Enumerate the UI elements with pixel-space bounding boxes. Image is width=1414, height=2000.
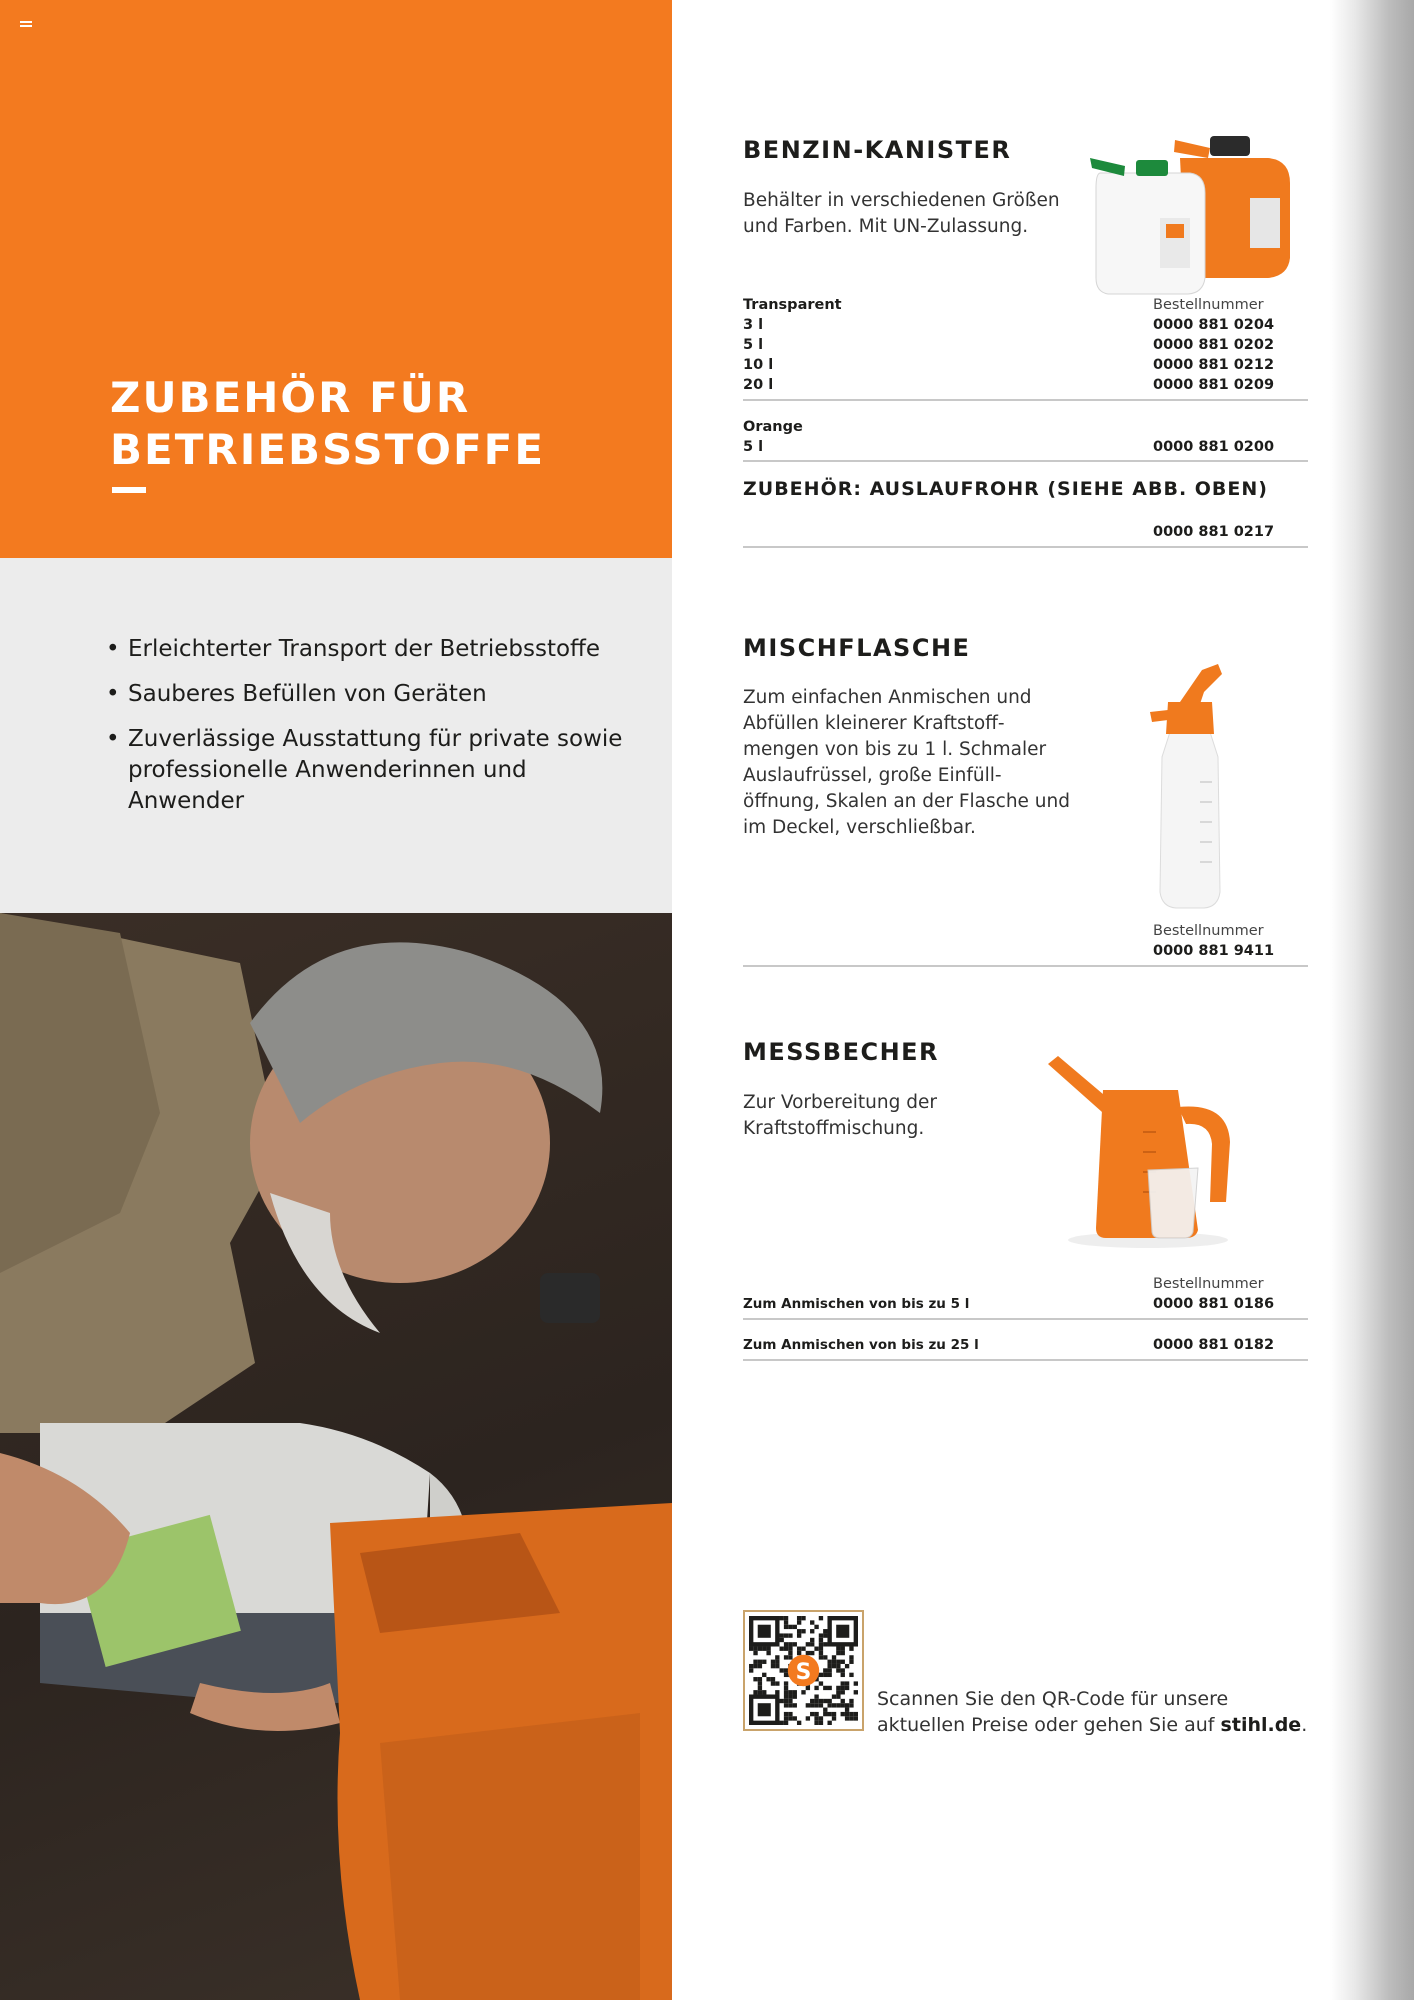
page-title-line-1: ZUBEHÖR FÜR: [110, 373, 471, 422]
group-label-transparent: Transparent: [743, 297, 842, 313]
hamburger-icon[interactable]: [20, 21, 32, 29]
hero-photo: [0, 913, 672, 2000]
order-number: 0000 881 0209: [1153, 377, 1275, 393]
section-title-mischflasche: MISCHFLASCHE: [743, 634, 971, 662]
order-number-header: Bestellnummer: [1153, 1276, 1264, 1292]
benefit-item: • Zuverlässige Ausstattung für private sowie professionelle Anwenderinnen und Anwender: [104, 724, 624, 817]
mischflasche-description-line: mengen von bis zu 1 l. Schmaler: [743, 739, 1047, 760]
benefit-item: • Erleichterter Transport der Betriebsstoffe: [104, 634, 624, 665]
divider: [743, 1359, 1308, 1361]
benefit-item: • Sauberes Befüllen von Geräten: [104, 679, 624, 710]
messbecher-description-line: Kraftstoffmischung.: [743, 1118, 925, 1139]
divider: [743, 965, 1308, 967]
mischflasche-description-line: Auslaufrüssel, große Einfüll-: [743, 765, 1002, 786]
canister-size: 20 l: [743, 377, 774, 393]
canister-size: 5 l: [743, 439, 764, 455]
order-number: 0000 881 0182: [1153, 1337, 1275, 1353]
page-edge-shadow: [1330, 0, 1414, 2000]
group-label-orange: Orange: [743, 419, 803, 435]
page-title-line-2: BETRIEBSSTOFFE: [110, 425, 546, 474]
section-title-benzin-kanister: BENZIN-KANISTER: [743, 136, 1012, 164]
divider: [743, 399, 1308, 401]
stihl-link[interactable]: stihl.de: [1220, 1714, 1302, 1736]
usage-label: Zum Anmischen von bis zu 25 l: [743, 1337, 979, 1353]
measuring-jug-image: [1048, 1052, 1238, 1252]
mixing-bottle-image: [1140, 662, 1240, 912]
section-title-messbecher: MESSBECHER: [743, 1038, 940, 1066]
svg-text:S: S: [795, 1659, 812, 1685]
man-refueling-photo: [0, 913, 672, 2000]
benzin-description-line: und Farben. Mit UN-Zulassung.: [743, 216, 1029, 237]
order-number: 0000 881 0186: [1153, 1296, 1275, 1312]
canister-size: 5 l: [743, 337, 764, 353]
page-title: [110, 372, 650, 476]
accessory-title: ZUBEHÖR: AUSLAUFROHR (SIEHE ABB. OBEN): [743, 478, 1268, 500]
order-number: 0000 881 0200: [1153, 439, 1275, 455]
order-number-header: Bestellnummer: [1153, 923, 1264, 939]
benzin-description: [743, 188, 1060, 240]
order-number: 0000 881 0212: [1153, 357, 1275, 373]
canister-size: 10 l: [743, 357, 774, 373]
order-number: 0000 881 0217: [1153, 524, 1275, 540]
order-number-header: Bestellnummer: [1153, 297, 1264, 313]
qr-code[interactable]: [743, 1610, 864, 1731]
canister-size: 3 l: [743, 317, 764, 333]
messbecher-description-line: Zur Vorbereitung der: [743, 1092, 937, 1113]
qr-note-end: .: [1301, 1714, 1308, 1736]
mischflasche-description-line: im Deckel, verschließbar.: [743, 817, 976, 838]
usage-label: Zum Anmischen von bis zu 5 l: [743, 1296, 970, 1312]
mischflasche-description-line: Abfüllen kleinerer Kraftstoff-: [743, 713, 1005, 734]
divider: [743, 546, 1308, 548]
benzin-description-line: Behälter in verschiedenen Größen: [743, 190, 1060, 211]
order-number: 0000 881 0202: [1153, 337, 1275, 353]
divider: [743, 1318, 1308, 1320]
mischflasche-description-line: Zum einfachen Anmischen und: [743, 687, 1032, 708]
order-number: 0000 881 9411: [1153, 943, 1275, 959]
messbecher-description: [743, 1090, 937, 1142]
qr-note-text: Scannen Sie den QR-Code für unsere aktuellen Preise oder gehen Sie auf: [877, 1688, 1229, 1736]
mischflasche-description: [743, 685, 1070, 841]
mischflasche-description-line: öffnung, Skalen an der Flasche und: [743, 791, 1071, 812]
benefits-list: [104, 634, 624, 831]
qr-note: [877, 1686, 1317, 1738]
divider: [743, 460, 1308, 462]
order-number: 0000 881 0204: [1153, 317, 1275, 333]
qr-code-pattern: [749, 1616, 858, 1725]
title-underline: [112, 487, 146, 493]
fuel-canister-image: [1090, 128, 1300, 298]
